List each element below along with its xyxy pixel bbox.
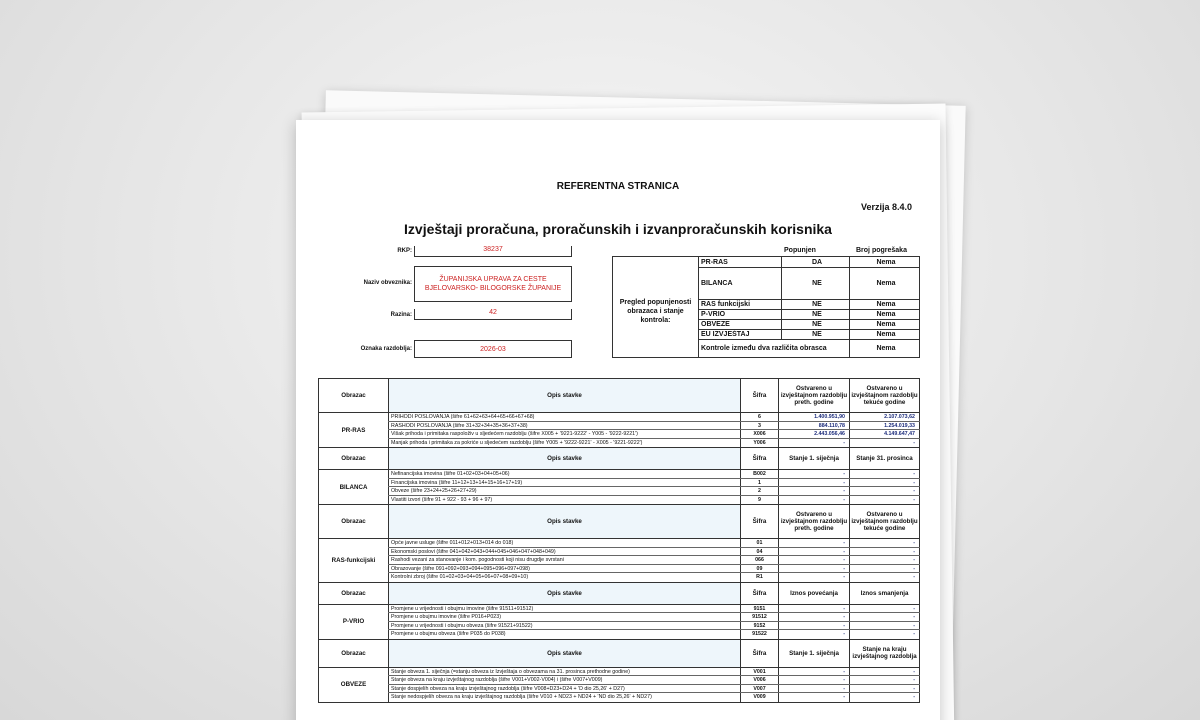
row-value-1: -: [778, 487, 849, 495]
status-errors: Nema: [876, 320, 896, 328]
row-description: Višak prihoda i primitaka raspoloživ u sljedećem razdoblju (šifre X005 + '9221-9222' - Y005 - '9222-9221'): [388, 430, 740, 438]
naziv-field: [414, 266, 572, 302]
header-value-1: Stanje 1. siječnja: [778, 640, 849, 667]
status-name: BILANCA: [701, 279, 733, 287]
table-row: [388, 693, 920, 702]
col-popunjen: Popunjen: [784, 247, 816, 254]
row-code: 09: [740, 565, 778, 573]
table-header: [318, 505, 920, 539]
row-description: Obveze (šifre 23+24+25+26+27+29): [388, 487, 740, 495]
row-description: Stanje nedospjelih obveza na kraju izvještajnog razdoblja (šifre V010 + ND23 + ND24 + 'ND dio 25,26' + ND27): [388, 693, 740, 702]
row-value-2: -: [849, 487, 920, 495]
table-row: [388, 487, 920, 496]
reference-title: REFERENTNA STRANICA: [556, 181, 680, 192]
table-row: [388, 413, 920, 422]
table-row: [388, 685, 920, 694]
row-value-1: -: [778, 479, 849, 487]
row-code: X006: [740, 430, 778, 438]
row-code: 066: [740, 556, 778, 564]
header-obrazac: Obrazac: [318, 379, 388, 412]
header-obrazac: Obrazac: [318, 583, 388, 604]
row-value-2: -: [849, 693, 920, 702]
row-code: 9152: [740, 622, 778, 630]
header-value-2: Ostvareno u izvještajnom razdoblju tekuće godine: [849, 505, 920, 538]
section-pr-ras: [318, 413, 920, 448]
row-code: 91512: [740, 613, 778, 621]
status-name: PR-RAS: [701, 258, 728, 266]
status-popunjen: NE: [812, 300, 822, 308]
naziv-line-2: BJELOVARSKO- BILOGORSKE ŽUPANIJE: [424, 285, 562, 292]
table-row: [388, 479, 920, 488]
row-description: Stanje obveza 1. siječnja (=stanju obveza iz Izvještaja o obvezama na 31. prosinca prethodne godine): [388, 668, 740, 676]
row-code: Y006: [740, 439, 778, 448]
razdoblje-label: Oznaka razdoblja:: [360, 346, 412, 352]
row-value-2: -: [849, 479, 920, 487]
header-sifra: Šifra: [740, 640, 778, 667]
razdoblje-field: 2026-03: [414, 340, 572, 358]
row-value-2: 2.107.073,62: [849, 413, 920, 421]
row-code: 01: [740, 539, 778, 547]
row-description: PRIHODI POSLOVANJA (šifre 61+62+63+64+65+66+67+68): [388, 413, 740, 421]
status-errors: Nema: [876, 258, 896, 266]
status-name: RAS funkcijski: [701, 300, 751, 308]
row-code: 6: [740, 413, 778, 421]
table-row: [388, 605, 920, 614]
row-description: Promjene u vrijednosti i obujmu obveza (šifre 91521+91522): [388, 622, 740, 630]
table-row: [388, 613, 920, 622]
table-row: [388, 556, 920, 565]
row-value-2: -: [849, 622, 920, 630]
row-value-2: -: [849, 496, 920, 505]
status-overview: [612, 256, 920, 358]
row-value-2: 4.149.647,47: [849, 430, 920, 438]
row-value-1: -: [778, 573, 849, 582]
row-code: 2: [740, 487, 778, 495]
status-name: P-VRIO: [701, 310, 726, 318]
row-description: Obrazovanje (šifre 091+092+093+094+095+096+097+098): [388, 565, 740, 573]
header-opis: Opis stavke: [388, 583, 740, 604]
version-label: Verzija 8.4.0: [860, 202, 912, 212]
row-value-1: -: [778, 676, 849, 684]
rkp-label: RKP:: [397, 248, 412, 254]
status-popunjen: DA: [811, 258, 823, 266]
header-opis: Opis stavke: [388, 379, 740, 412]
row-value-1: -: [778, 622, 849, 630]
header-opis: Opis stavke: [388, 640, 740, 667]
row-value-2: -: [849, 605, 920, 613]
rkp-field: 38237: [414, 246, 572, 257]
row-value-2: -: [849, 676, 920, 684]
table-header: [318, 448, 920, 470]
row-code: 1: [740, 479, 778, 487]
table-row: [388, 573, 920, 582]
row-description: Promjene u obujmu obveza (šifre P035 do P038): [388, 630, 740, 639]
row-code: V007: [740, 685, 778, 693]
status-errors: Nema: [876, 300, 896, 308]
row-value-1: -: [778, 548, 849, 556]
section-p-vrio: [318, 605, 920, 640]
header-sifra: Šifra: [740, 379, 778, 412]
row-value-2: -: [849, 539, 920, 547]
status-overview-label: Pregled popunjenosti obrazaca i stanje kontrola:: [613, 257, 699, 357]
status-popunjen: NE: [812, 279, 822, 287]
kontrole-label: Kontrole između dva različita obrasca: [701, 344, 827, 352]
status-name: OBVEZE: [701, 320, 730, 328]
row-value-2: -: [849, 573, 920, 582]
row-value-2: -: [849, 668, 920, 676]
section-bilanca: [318, 470, 920, 505]
section-name: RAS-funkcijski: [318, 539, 388, 582]
row-value-1: -: [778, 685, 849, 693]
document-page: [296, 120, 940, 720]
row-value-2: -: [849, 470, 920, 478]
section-name: PR-RAS: [318, 413, 388, 447]
section-name: P-VRIO: [318, 605, 388, 639]
row-value-1: -: [778, 539, 849, 547]
row-description: Financijska imovina (šifre 11+12+13+14+15+16+17+19): [388, 479, 740, 487]
table-row: [388, 565, 920, 574]
table-row: [388, 676, 920, 685]
row-code: V009: [740, 693, 778, 702]
row-value-1: -: [778, 496, 849, 505]
row-value-1: 1.400.951,90: [778, 413, 849, 421]
row-code: 9151: [740, 605, 778, 613]
row-value-2: -: [849, 565, 920, 573]
header-value-1: Ostvareno u izvještajnom razdoblju preth. godine: [778, 505, 849, 538]
row-value-2: -: [849, 548, 920, 556]
header-opis: Opis stavke: [388, 448, 740, 469]
row-value-1: -: [778, 668, 849, 676]
table-row: [388, 622, 920, 631]
header-sifra: Šifra: [740, 505, 778, 538]
summary-table: [318, 378, 920, 703]
row-value-2: -: [849, 685, 920, 693]
header-obrazac: Obrazac: [318, 505, 388, 538]
row-description: Manjak prihoda i primitaka za pokriće u sljedećem razdoblju (šifre Y005 + '9222-9221' - X005 - '9221-9222'): [388, 439, 740, 448]
page-title: Izvještaji proračuna, proračunskih i izvanproračunskih korisnika: [404, 221, 832, 237]
row-description: Promjene u vrijednosti i obujmu imovine (šifre 91511+91512): [388, 605, 740, 613]
row-code: R1: [740, 573, 778, 582]
status-errors: Nema: [876, 310, 896, 318]
header-sifra: Šifra: [740, 583, 778, 604]
header-value-2: Stanje na kraju izvještajnog razdoblja: [849, 640, 920, 667]
row-value-1: -: [778, 605, 849, 613]
status-popunjen: NE: [812, 320, 822, 328]
status-popunjen: NE: [812, 310, 822, 318]
table-row: [388, 548, 920, 557]
kontrole-value: Nema: [876, 344, 896, 352]
row-description: Stanje dospjelih obveza na kraju izvještajnog razdoblja (šifre V008+D23+D24 + 'D dio 25,26' + D27): [388, 685, 740, 693]
row-value-1: -: [778, 565, 849, 573]
col-broj-gresaka: Broj pogrešaka: [856, 247, 907, 254]
table-row: [388, 422, 920, 431]
row-description: Opće javne usluge (šifre 011+012+013+014 do 018): [388, 539, 740, 547]
section-name: BILANCA: [318, 470, 388, 504]
header-obrazac: Obrazac: [318, 640, 388, 667]
row-code: B002: [740, 470, 778, 478]
row-value-1: 2.443.056,46: [778, 430, 849, 438]
section-ras-funkcijski: [318, 539, 920, 583]
table-row: [388, 630, 920, 639]
header-value-1: Iznos povećanja: [778, 583, 849, 604]
table-header: [318, 379, 920, 413]
table-header: [318, 583, 920, 605]
razina-field: 42: [414, 309, 572, 320]
row-code: V001: [740, 668, 778, 676]
row-code: V006: [740, 676, 778, 684]
naziv-label: Naziv obveznika:: [363, 280, 412, 286]
row-value-2: -: [849, 613, 920, 621]
header-value-1: Ostvareno u izvještajnom razdoblju preth. godine: [778, 379, 849, 412]
header-value-2: Stanje 31. prosinca: [849, 448, 920, 469]
row-value-2: 1.254.019,33: [849, 422, 920, 430]
header-obrazac: Obrazac: [318, 448, 388, 469]
header-value-1: Stanje 1. siječnja: [778, 448, 849, 469]
status-name: EU IZVJEŠTAJ: [701, 330, 750, 338]
row-description: RASHODI POSLOVANJA (šifre 31+32+34+35+36+37+38): [388, 422, 740, 430]
row-value-2: -: [849, 439, 920, 448]
section-obveze: [318, 668, 920, 703]
table-row: [388, 430, 920, 439]
row-value-1: -: [778, 439, 849, 448]
row-value-1: 884.110,78: [778, 422, 849, 430]
row-value-1: -: [778, 693, 849, 702]
row-value-1: -: [778, 470, 849, 478]
row-value-1: -: [778, 556, 849, 564]
row-code: 9: [740, 496, 778, 505]
razina-label: Razina:: [390, 312, 412, 318]
row-description: Kontrolni zbroj (šifre 01+02+03+04+05+06+07+08+09+10): [388, 573, 740, 582]
row-value-2: -: [849, 630, 920, 639]
row-value-2: -: [849, 556, 920, 564]
table-row: [388, 539, 920, 548]
table-header: [318, 640, 920, 668]
row-code: 3: [740, 422, 778, 430]
header-opis: Opis stavke: [388, 505, 740, 538]
row-description: Ekonomski poslovi (šifre 041+042+043+044+045+046+047+048+049): [388, 548, 740, 556]
section-name: OBVEZE: [318, 668, 388, 702]
header-value-2: Iznos smanjenja: [849, 583, 920, 604]
row-description: Vlastiti izvori (šifre 91 + 922 - 93 + 96 + 97): [388, 496, 740, 505]
row-description: Nefinancijska imovina (šifre 01+02+03+04+05+06): [388, 470, 740, 478]
row-description: Promjene u obujmu imovine (šifre P016+P023): [388, 613, 740, 621]
status-popunjen: NE: [812, 330, 822, 338]
status-errors: Nema: [876, 330, 896, 338]
header-sifra: Šifra: [740, 448, 778, 469]
row-value-1: -: [778, 613, 849, 621]
status-errors: Nema: [876, 279, 896, 287]
table-row: [388, 496, 920, 505]
naziv-line-1: ŽUPANIJSKA UPRAVA ZA CESTE: [439, 276, 547, 283]
row-description: Stanje obveza na kraju izvještajnog razdoblja (šifre V001+V002-V004) i (šifre V007+V009): [388, 676, 740, 684]
row-value-1: -: [778, 630, 849, 639]
table-row: [388, 668, 920, 677]
row-description: Rashodi vezani za stanovanje i kom. pogodnosti koji nisu drugdje svrstani: [388, 556, 740, 564]
table-row: [388, 470, 920, 479]
row-code: 04: [740, 548, 778, 556]
row-code: 91522: [740, 630, 778, 639]
header-value-2: Ostvareno u izvještajnom razdoblju tekuće godine: [849, 379, 920, 412]
table-row: [388, 439, 920, 448]
